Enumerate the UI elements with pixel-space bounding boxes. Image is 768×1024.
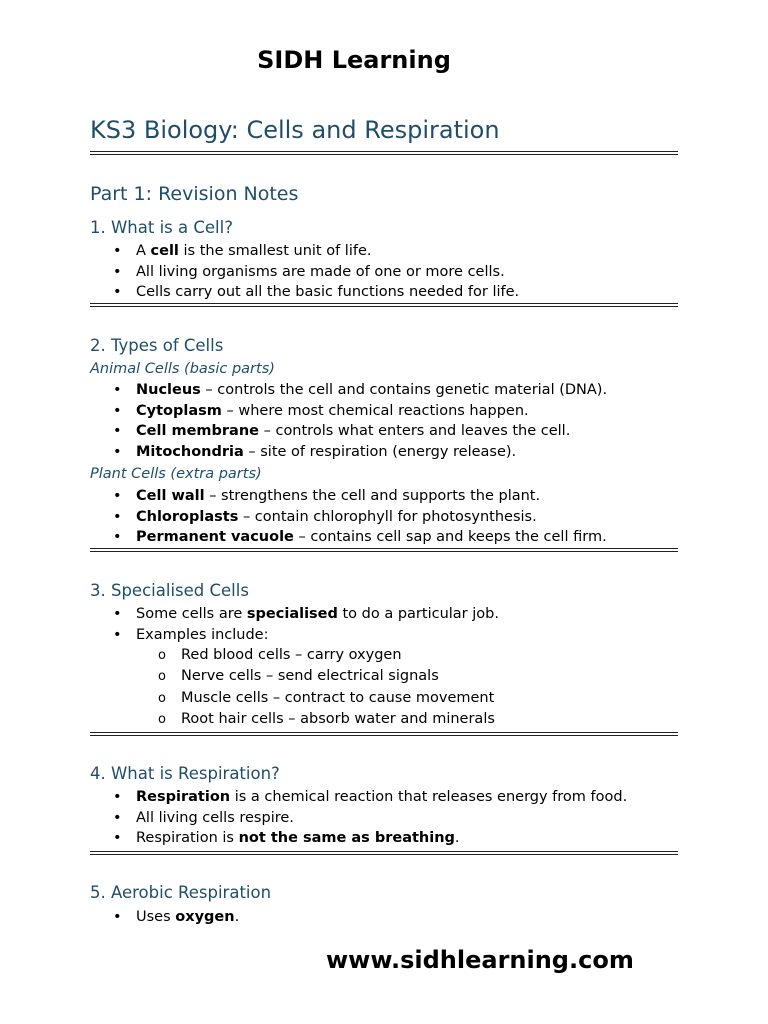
section-4-list xyxy=(110,787,627,849)
list-item: • Chloroplasts – contain chlorophyll for photosynthesis. xyxy=(110,507,607,528)
section-5-heading: 5. Aerobic Respiration xyxy=(90,883,272,902)
section-3-heading: 3. Specialised Cells xyxy=(90,581,249,600)
animal-cells-label: Animal Cells (basic parts) xyxy=(90,361,275,377)
list-item: • Cell membrane – controls what enters and leaves the cell. xyxy=(110,421,607,442)
section-2-heading: 2. Types of Cells xyxy=(90,336,224,355)
list-item: • All living cells respire. xyxy=(110,808,627,829)
title-divider xyxy=(90,151,678,155)
list-item: • All living organisms are made of one or more cells. xyxy=(110,262,519,283)
list-item: • Cells carry out all the basic functions needed for life. xyxy=(110,282,519,303)
list-item: • Cell wall – strengthens the cell and supports the plant. xyxy=(110,486,607,507)
list-item: • Mitochondria – site of respiration (energy release). xyxy=(110,442,607,463)
animal-cells-list xyxy=(110,380,607,462)
section-divider xyxy=(90,851,678,855)
section-4-heading: 4. What is Respiration? xyxy=(90,764,280,783)
list-item: o Red blood cells – carry oxygen xyxy=(158,645,495,666)
list-item: o Root hair cells – absorb water and minerals xyxy=(158,709,495,730)
list-item: • Respiration is a chemical reaction that releases energy from food. xyxy=(110,787,627,808)
section-divider xyxy=(90,548,678,552)
section-5-list xyxy=(110,907,239,928)
section-3-list xyxy=(110,604,499,645)
section-divider xyxy=(90,303,678,307)
list-item: • Some cells are specialised to do a particular job. xyxy=(110,604,499,625)
list-item: • Cytoplasm – where most chemical reactions happen. xyxy=(110,401,607,422)
specialised-examples-list xyxy=(158,645,495,730)
section-1-list xyxy=(110,241,519,303)
list-item: o Muscle cells – contract to cause movement xyxy=(158,688,495,709)
section-divider xyxy=(90,732,678,736)
plant-cells-list xyxy=(110,486,607,548)
list-item: • Uses oxygen. xyxy=(110,907,239,928)
plant-cells-label: Plant Cells (extra parts) xyxy=(90,466,262,482)
list-item: o Nerve cells – send electrical signals xyxy=(158,666,495,687)
page-title: KS3 Biology: Cells and Respiration xyxy=(90,116,500,144)
list-item: • A cell is the smallest unit of life. xyxy=(110,241,519,262)
part-heading: Part 1: Revision Notes xyxy=(90,183,299,205)
list-item: • Nucleus – controls the cell and contains genetic material (DNA). xyxy=(110,380,607,401)
section-1-heading: 1. What is a Cell? xyxy=(90,218,233,237)
list-item: • Respiration is not the same as breathing. xyxy=(110,828,627,849)
brand-header: SIDH Learning xyxy=(257,46,451,74)
website-footer: www.sidhlearning.com xyxy=(326,946,634,974)
list-item: • Permanent vacuole – contains cell sap and keeps the cell firm. xyxy=(110,527,607,548)
list-item: • Examples include: xyxy=(110,625,499,646)
